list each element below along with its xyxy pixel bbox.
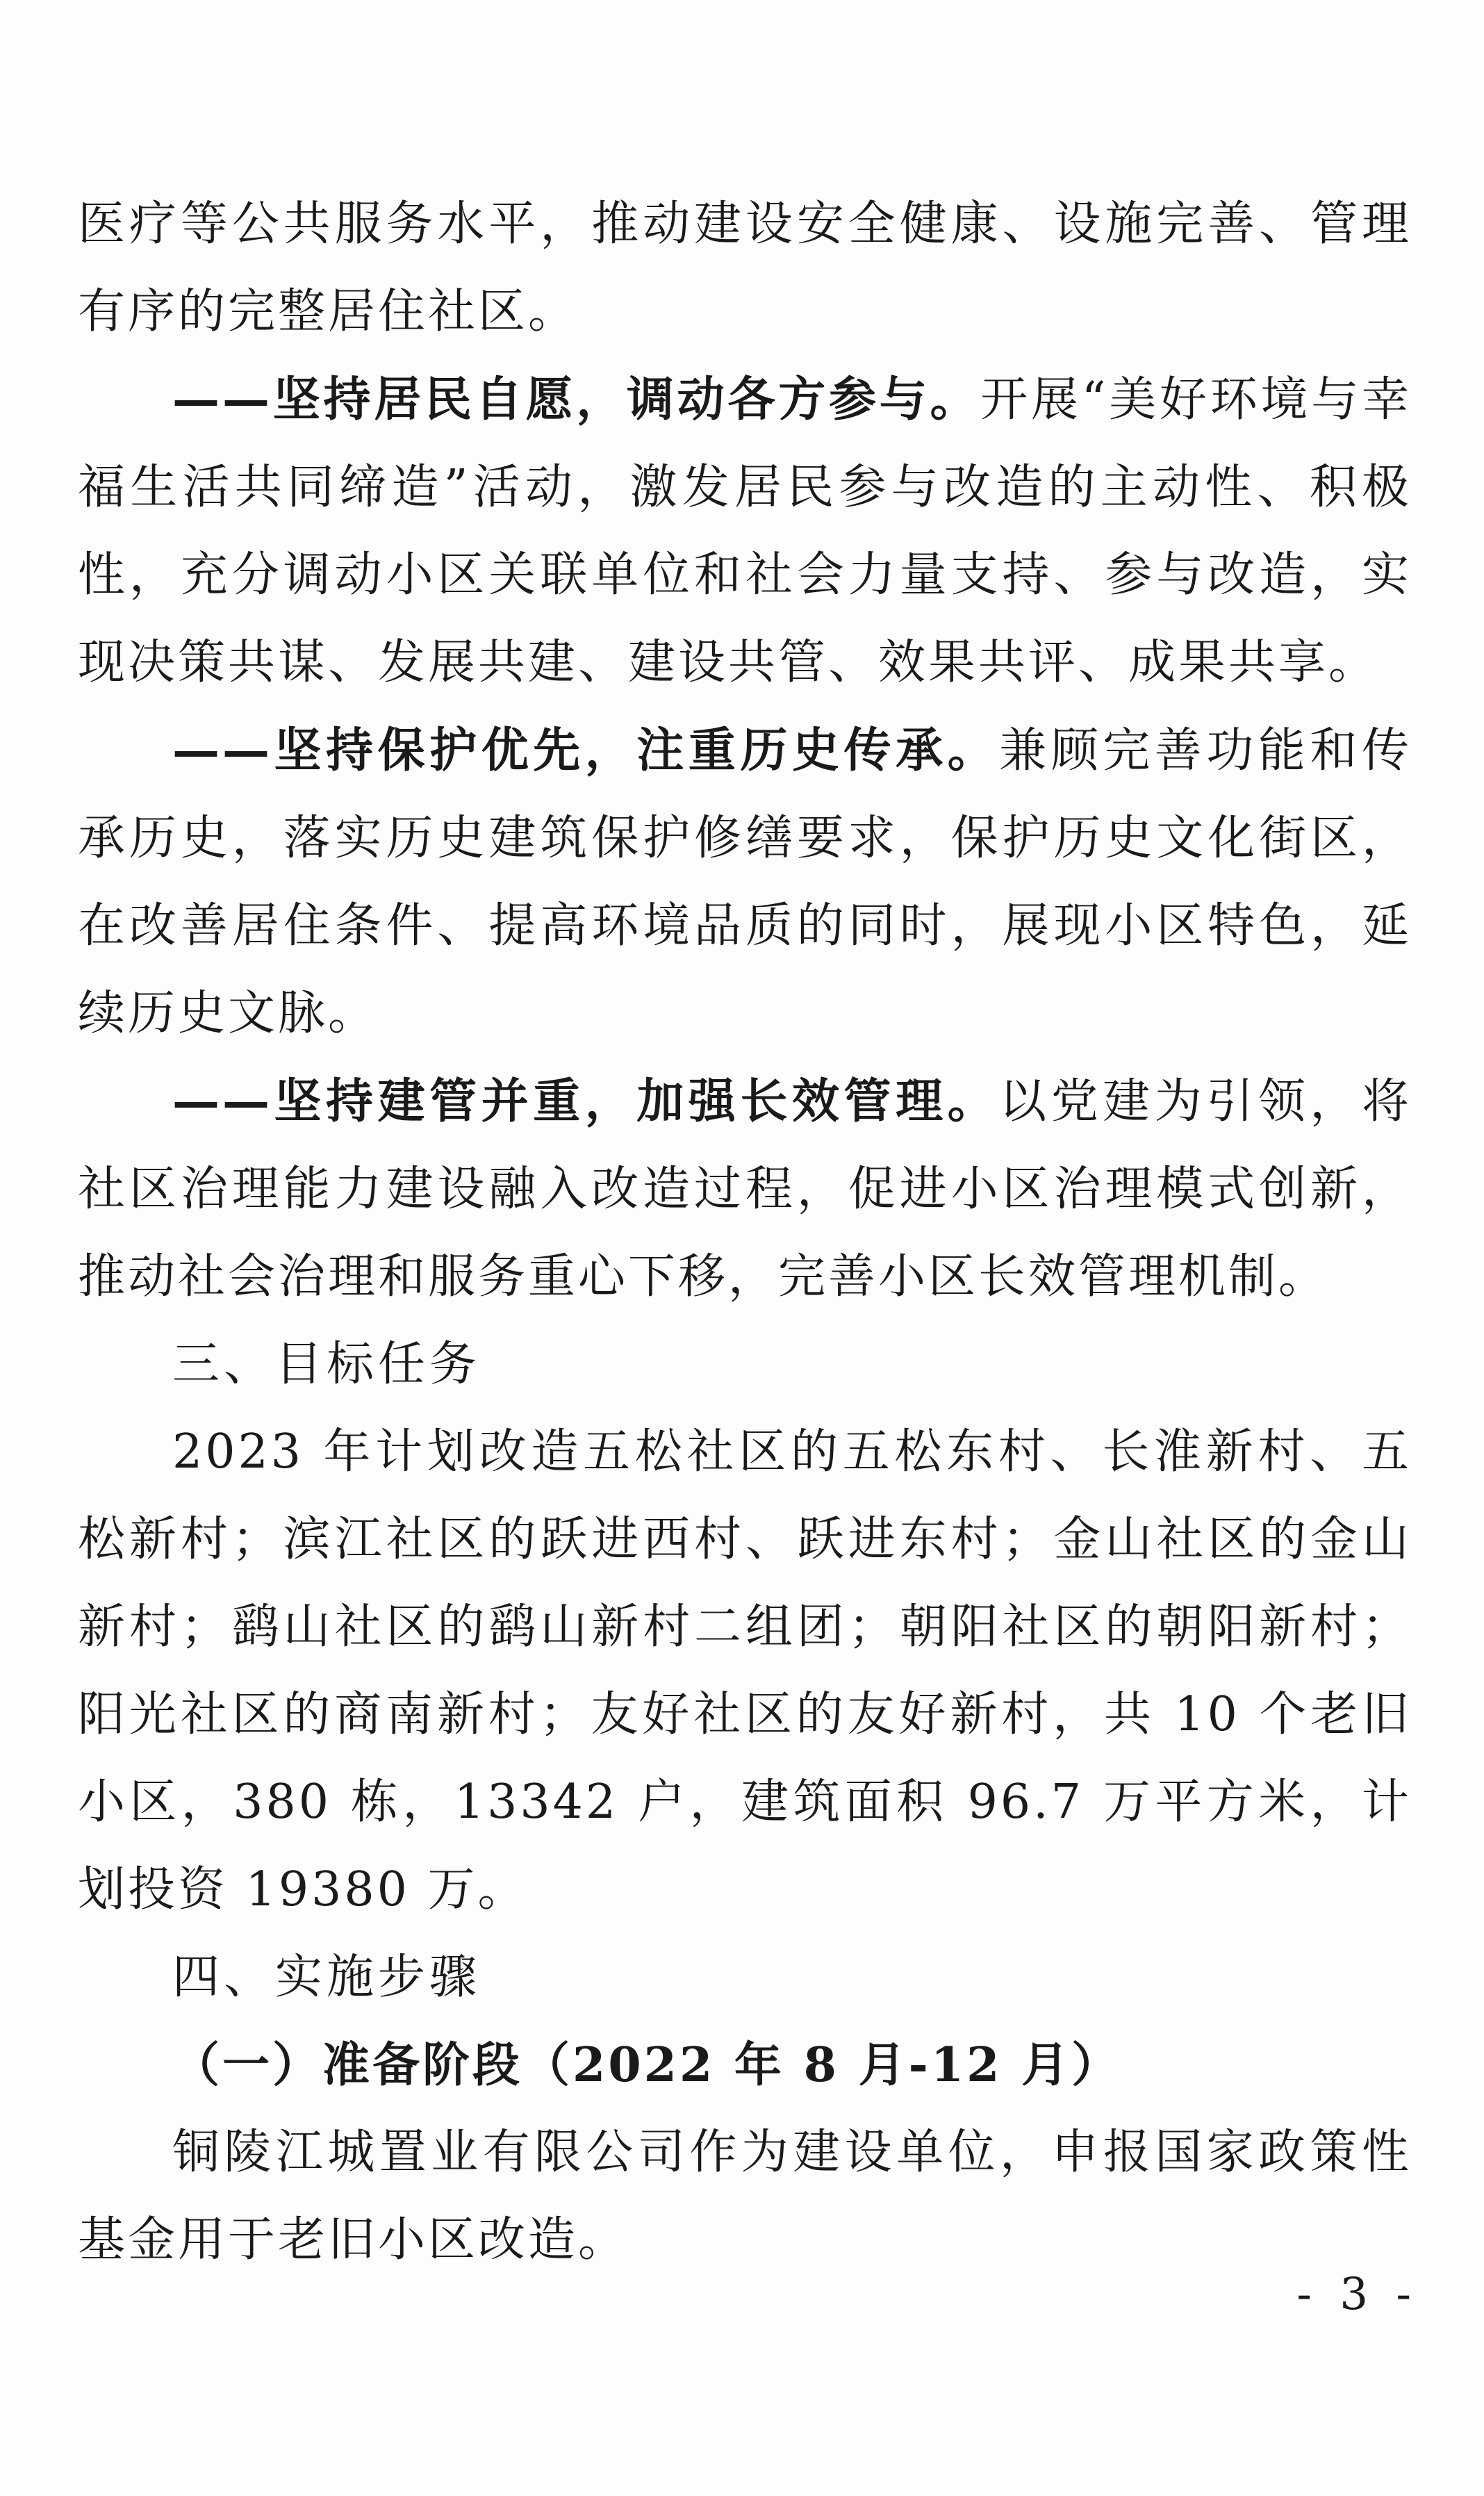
principle-lead-protection-first: ——坚持保护优先，注重历史传承。	[172, 723, 1000, 778]
principle-lead-resident-voluntary: ——坚持居民自愿，调动各方参与。	[172, 372, 981, 427]
document-body	[78, 181, 1412, 2284]
page-number: - 3 -	[1296, 2269, 1418, 2320]
paragraph-long-term-management	[78, 1058, 1412, 1321]
paragraph-public-services: 医疗等公共服务水平，推动建设安全健康、设施完善、管理有序的完整居住社区。	[78, 197, 1412, 339]
paragraph-protection-first	[78, 707, 1412, 1058]
principle-body-resident-voluntary: 开展“美好环境与幸福生活共同缔造”活动，激发居民参与改造的主动性、积极性，充分调动小区关联单位和社会力量支持、参与改造，实现决策共谋、发展共建、建设共管、效果共评、成果共享。	[78, 372, 1412, 690]
paragraph-resident-voluntary	[78, 356, 1412, 707]
principle-body-long-term-management: 以党建为引领，将社区治理能力建设融入改造过程，促进小区治理模式创新，推动社会治理和服务重心下移，完善小区长效管理机制。	[78, 1074, 1412, 1304]
principle-body-protection-first: 兼顾完善功能和传承历史，落实历史建筑保护修缮要求，保护历史文化街区，在改善居住条件、提高环境品质的同时，展现小区特色，延续历史文脉。	[78, 723, 1412, 1041]
section-heading-targets: 三、目标任务	[172, 1337, 481, 1392]
subsection-heading-preparation: （一）准备阶段（2022 年 8 月-12 月）	[172, 2037, 1122, 2093]
section-heading-steps: 四、实施步骤	[172, 1950, 481, 2005]
paragraph-construction-unit: 铜陵江城置业有限公司作为建设单位，申报国家政策性基金用于老旧小区改造。	[78, 2125, 1412, 2267]
paragraph-2023-plan: 2023 年计划改造五松社区的五松东村、长淮新村、五松新村；滨江社区的跃进西村、跃进东村；金山社区的金山新村；鹞山社区的鹞山新村二组团；朝阳社区的朝阳新村；阳光社区的商南新村；友好社区的友好新村，共 10 个老旧小区，380 栋，13342 户，建筑面积 96.7 万平方米，计划投资 19380 万。	[78, 1424, 1412, 1917]
principle-lead-long-term-management: ——坚持建管并重，加强长效管理。	[172, 1074, 1000, 1129]
